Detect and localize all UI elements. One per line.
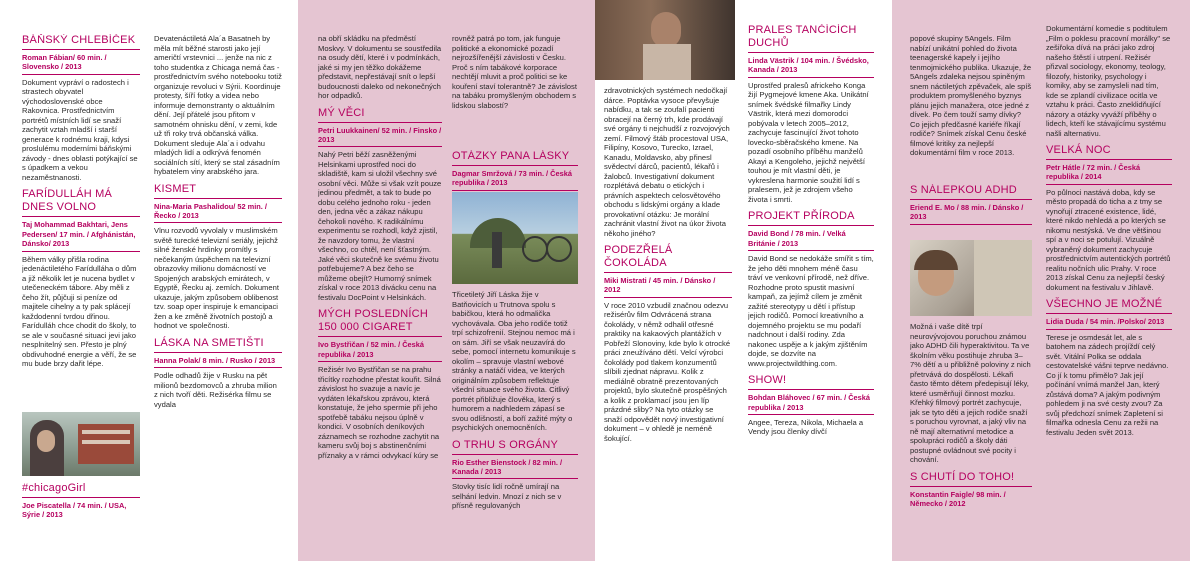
film-description: Angee, Tereza, Nikola, Michaela a Vendy jsou členky dívčí	[748, 417, 864, 437]
film-meta: Linda Västrik / 104 min. / Švédsko, Kanada / 2013	[748, 56, 869, 75]
film-meta: Dagmar Smržová / 73 min. / Česká republika / 2013	[452, 169, 572, 188]
column-6	[748, 24, 874, 561]
film-meta: Eriend E. Mo / 88 min. / Dánsko / 2013	[910, 203, 1024, 222]
film-meta: David Bond / 78 min. / Velká Británie / 2013	[748, 229, 846, 248]
section-title: OTÁZKY PANA LÁSKY	[452, 150, 570, 162]
film-meta: Miki Mistrati / 45 min. / Dánsko / 2012	[604, 276, 716, 295]
film-meta: Petr Hátle / 72 min. / Česká republika / 2014	[1046, 163, 1141, 182]
film-still-o-trhu-s-organy	[595, 0, 735, 80]
film-description: Dokumentární komedie s podtitulem „Film o poklesu pracovní morálky" se zešiřoka dívá na práci jako zdroj našeho štěstí i utrpení. Režisér přizval sociology, ekonomy, teology, filozofy, historiky, psychology i komiky, aby se zamysleli nad tím, kde se zplandí civilizace ocitla ve vztahu k práci. Často zneklidňující názory a otázky vyváží příběhy o lidech, kteří ke stávajícímu systému našli alternativu.	[1046, 24, 1171, 138]
column-1b	[22, 482, 140, 552]
section-title: FARÍDULLÁH MÁ DNES VOLNO	[22, 188, 113, 214]
film-meta: Rio Esther Bienstock / 82 min. / Kanada / 2013	[452, 457, 563, 476]
film-still-chicagogirl	[22, 412, 140, 476]
column-2	[154, 34, 282, 561]
film-still-s-nalepkou-adhd	[910, 240, 1032, 316]
column-8	[1046, 24, 1172, 561]
film-description: Uprostřed pralesů africkeho Konga žijí Pygmejové kmene Aka. Unikátní snímek švédské filmařky Lindy Västrik, která mezi domorodci pobývala v letech 2005–2012, zachycuje fascinující život tohoto lovecko-sběračského kmene. Na pozadí osobního příběhu manželů Akayi a Kengoleho, jejichž největší touhou je mít vlastní děti, je vykreslena harmonie soužití lidí s pralesem, jež je zdrojem všeho života i smrti.	[748, 80, 869, 204]
film-description: rovněž patrá po tom, jak funguje politické a ekonomické pozadí nejrozšířenější závislosti v Česku. Proč s ním tabákové korporace nechtějí mluvit a proč politici se ke kouření staví tolerantně? Je závislost na tabáku promyšleným obchodem s lidskou slabostí?	[452, 34, 577, 110]
section-title: PODEZŘELÁ ČOKOLÁDA	[604, 244, 673, 269]
section-title: VŠECHNO JE MOŽNÉ	[1046, 298, 1163, 311]
film-meta: Ivo Bystřičan / 52 min. / Česká republika / 2013	[318, 340, 424, 359]
film-description: popové skupiny 5Angels. Film nabízí unikátní pohled do života teenagerské kapely i jejího tenmojmického publika. Ukazuje, že 5Angels zdaleka nejsou spiněným snem náctiletých zpěvaček, ale spíš produktem promyšleného byznys plánu jejich manažera, otce jedné z dívek. Po čem touží samy dívky? Co jejich předčasné kariéře říkají rodiče? Snímek získal Cenu české filmové kritiky za nejlepší dokumentární film v roce 2013.	[910, 34, 1032, 157]
film-still-otazky-pana-lasky	[452, 192, 578, 284]
film-meta: Hanna Polak/ 8 min. / Rusko / 2013	[154, 355, 276, 365]
film-meta: Bohdan Bláhovec / 67 min. / Česká republika / 2013	[748, 393, 870, 412]
film-description: Režisér Ivo Bystřičan se na prahu třicítky rozhodne přestat kouřit. Silná závislost ho svazuje a navíc je vydáten lékařskou zprávou, která konstatuje, že jeho spermie při jeho spotřebě tabáku nejsou úplně v kondici. V osobních deníkových záznamech se rozhodne zachytit na kameru svůj boj s abstinenčními příznaky a v rámci odvykací kúry se	[318, 365, 441, 460]
film-description: Vlnu rozvodů vyvolaly v muslimském světě turecké televizní seriály, jejichž silné ženské hrdinky promítly s nečekaným úspěchem na televizní obrazovky milionu domácností ve Spojených arabských emirátech, v Egyptě, Řecku aj. zemích. Dokument ukazuje, jakým způsobem oblibenost tzv. soap oper inspiruje k emancipaci žen a ke změně životních postojů a hodnot ve společnosti.	[154, 226, 279, 331]
section-title: MÝ VĚCI	[318, 106, 365, 119]
section-title: KISMET	[154, 182, 197, 195]
column-7b	[910, 184, 1032, 244]
film-meta: Nina-Maria Pashalidou/ 52 min. / Řecko / 2013	[154, 201, 267, 220]
film-description: Po půlnoci nastává doba, kdy se město propadá do ticha a z tmy se vynořují ztracené existence, lidé, které nikdo nehledá a po kterých se nikomu nestýská. Ve dne většinou spí a v noci se potulují. Vizuálně vybraněný dokument zachycuje prostřednictvím autentických portrétů realitu nočních ulic Prahy. V roce 2013 získal Cenu za nejlepší český dokument na festivalu v Jihlavě.	[1046, 187, 1171, 292]
film-meta: Joe Piscatella / 74 min. / USA, Sýrie / 2013	[22, 501, 127, 520]
section-title: #chicagoGirl	[22, 482, 86, 494]
film-meta: Konstantin Faigle/ 98 min. / Německo / 2012	[910, 489, 1006, 508]
column-4b	[452, 290, 578, 561]
column-7c	[910, 322, 1032, 561]
column-5	[604, 86, 732, 561]
section-title: PROJEKT PŘÍRODA	[748, 210, 855, 223]
film-meta: Roman Fábian/ 60 min. / Slovensko / 2013	[22, 53, 107, 72]
film-meta: Petri Luukkainen/ 52 min. / Finsko / 2013	[318, 125, 442, 144]
film-description: Možná i vaše dítě trpí neurovývojovou poruchou známou jako ADHD čili hyperaktivitou. Ta ve školním věku postihuje zhruba 3–7% dětí a u přibližně poloviny z nich přetrvává do dospělosti. Lékaři často těmto dětem předepisují léky, které usměrňují činnost mozku. Křehký filmový portrét zachycuje, jak se tyto děti a jejich rodiče snaží s poruchou vyrovnat, a jaký vliv na ně mají alternativní metodice a spolupráci rodičů a školy dáti postupné ovládnout své pocity i chování.	[910, 322, 1031, 464]
film-description: Terese je osmdesát let, ale s batohem na zádech projíždí celý svět. Vitální Polka se oddala cestovatelské vášni teprve nedávno. Co jí k tomu přimělo? Jak její počínání vnímá manžel Jan, který zůstává doma? A jakým podivným pohledem ji na své cesty zvou? Za svůj předchozí snímek Zapletení si filmařka odnesla Cenu za režii na festivalu Jeden svět 2013.	[1046, 332, 1169, 437]
section-title: VELKÁ NOC	[1046, 144, 1111, 156]
film-meta: Taj Mohammad Bakhtari, Jens Pedersen/ 17 min. / Afghánistán, Dánsko/ 2013	[22, 220, 136, 249]
section-title: PRALES TANČÍCÍCH DUCHŮ	[748, 24, 857, 49]
section-title: LÁSKA NA SMETIŠTI	[154, 336, 264, 349]
film-description: Stovky tisíc lidí ročně umírají na selhání ledvin. Mnozí z nich se v přísně regulovaných	[452, 482, 562, 511]
section-title: MÝCH POSLEDNÍCH 150 000 CIGARET	[318, 308, 428, 334]
film-description: Podle odhadů žije v Rusku na pět milionů bezdomovců a zhruba milion z nich tvoří děti. Režisérka filmu se vydala	[154, 371, 277, 409]
film-description: David Bond se nedokáže smířit s tím, že jeho děti mnohem méně času tráví ve venkovní přírodě, než dříve. Rozhodne proto spustit masivní kampaň, za jejímž cílem je změnit zažité stereotypy u dětí i přístup jejich rodičů. Pomocí kreativního a dojemného projektu se mu podaří nadchnout i další rodiny. Zda nakonec uspěje a k jakým zjištěním dojde, se dozvíte na www.projectwildthing.com.	[748, 254, 874, 368]
column-7a	[910, 34, 1032, 178]
film-description: Třicetiletý Jiří Láska žije v Batňovicích u Trutnova spolu s babičkou, která ho odmalička vychovávala. Oba jeho rodiče totiž trpí schizofrenií. Stejnou nemoc má i on sám. Jiří se však neuzavírá do sebe, pomocí internetu komunikuje s okolím – spravuje vlastní webové stránky a natáčí videa, ve kterých originálním způsobem reflektuje všední situace svého života. Citlivý portrét přibližuje člověka, který s humorem a nadhledem zápasí se svou odlišností, a boří zažité mýty o psychických onemocněních.	[452, 290, 576, 432]
film-description: Nahý Petri běží zasněženými Helsinkami uprostřed noci do skladiště, kam si uložil všechny své osobní věci. Může si však vzít pouze jedinou předmět, a tak to bude po dobu celého jednoho roku - jeden den, jedna věc a zákaz nákupu čehokoli nového. K radikálnímu experimentu se rozhodl, když zjistil, že navzdory tomu, že vlastní všechno, co chtěl, není šťastným. Jaké věci skutečně ke svému životu potřebujeme? A bez čeho se můžeme obejít? Humorný snímek získal v roce 2013 divácku cenu na festivalu DocPoint v Helsinkách.	[318, 150, 442, 302]
column-3	[318, 34, 442, 561]
film-description: V roce 2010 vzbudil značnou odezvu režisérův film Odvrácená strana čokolády, v němž odhalil otřesné praktiky na kakaových plantážích v Pobřeží Slonoviny, kde bylo k otrocké práci zneužíváno dětí. Velcí výrobci čokolády pod tlakem konzumentů slíbili zjednat nápravu. Kolik z mediálně obratně prezentovaných projektů, bylo skutečně prospěšných a kolik z proklamací jsou jen líp prázdné sliby? Na tyto otázky se snaží odpovědět nový investigativní dokument – v ohledě je neméně šokující.	[604, 300, 731, 443]
section-title: O TRHU S ORGÁNY	[452, 438, 559, 451]
film-description: Devatenáctiletá Ala´a Basatneh by měla mít běžné starosti jako její američtí vrstevnici ... jenže na nic z toho studentka z Chicaga nemá čas - prostřednictvím svého notebooku totiž organizuje revoluci v Sýrii. Koordinuje protesty, šíří fotky a videa nebo informuje demonstranty o aktuálním dění. Její přátelé jsou přitom v samotném ohnisku dění, v zemi, kde už tři roky trvá občanská válka. Dokument sleduje Ala´a i odvahu mladých lidí a odkrývá fenomén sociálních sítí, který se stal zásadním hybatelem viny arabského jara.	[154, 34, 282, 176]
film-description: na obří skládku na předměstí Moskvy. V dokumentu se soustředila na osudy dětí, které i v podmínkách, jaké si my jen těžko dokážeme představit, nepřestávají snít o lepší budoucnosti daleko od nekonečných hor odpadků.	[318, 34, 442, 100]
film-meta: Lidia Duda / 54 min. /Polsko/ 2013	[1046, 317, 1165, 327]
film-description: Během války přišla rodina jedenáctiletého Farídulláha o dům a již několik let je nucena bydlet v utečeneckém tábore. Aby měli z čeho žít, půjčuji si peníze od majitele cihelny a ty pak splácejí každodenní tvrdou dřinou. Farídulláh chce chodit do školy, to se ale v současné situaci jevi jako nesplnitelný sen. Přesto je plný obdivuhodné energie a věří, že se mu bude brzy dařit lépe.	[22, 254, 137, 369]
section-title: BÁŇSKÝ CHLEBÍČEK	[22, 34, 136, 46]
film-description: zdravotnických systémech nedočkají dárce. Poptávka vysoce převyšuje nabídku, a tak se zoufalí pacienti obracejí na černý trh, kde prodávají své orgány ti nejchudší z rozvojových zemí. Filmový štáb procestoval USA, Filipíny, Kosovo, Turecko, Izrael, Kanadu, Moldavsko, aby přinesl svědectví dárců, pacientů, lékařů i žalobců. Investigativní dokument rozplétává debatu o etických i právních aspektech celosvětového obchodu s lidskými orgány a klade provokativní otázku: Je morální zachránit vlastní život na úkor života někoho jiného?	[604, 86, 730, 238]
section-title: S CHUTÍ DO TOHO!	[910, 470, 1015, 483]
section-title: SHOW!	[748, 374, 787, 387]
section-title: S NÁLEPKOU ADHD	[910, 184, 1017, 196]
film-description: Dokument vypráví o radostech i strastech obyvatel východoslovenské obce Rakovnica. Prostřednictvím portrétů místních lidí se snaží zachytit vztah mladší i starší generace k rodnému kraji, kdysi proslulému moderními báňskými závody - dnes oblasti potýkající se s úpadkem a vekou nezaměstnanosti.	[22, 77, 138, 182]
column-4a	[452, 34, 578, 154]
